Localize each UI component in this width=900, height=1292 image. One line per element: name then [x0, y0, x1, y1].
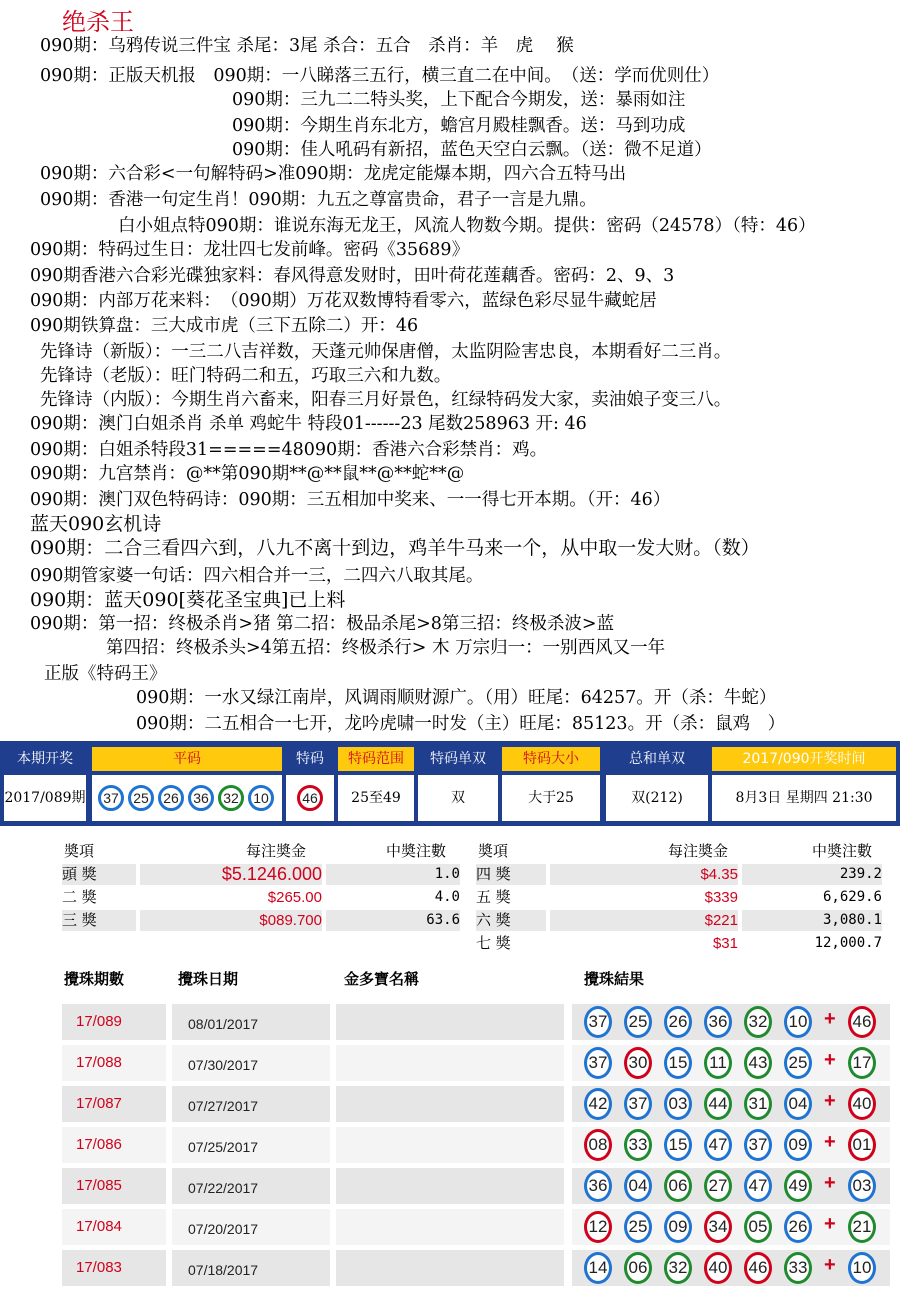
result-date: 07/22/2017	[188, 1180, 259, 1196]
result-period: 17/085	[76, 1177, 122, 1194]
number-ball: 32	[218, 785, 244, 811]
result-ball: 46	[744, 1252, 772, 1284]
result-special-ball: 21	[848, 1211, 876, 1243]
result-ball: 31	[744, 1088, 772, 1120]
result-ball: 44	[704, 1088, 732, 1120]
result-ball: 03	[664, 1088, 692, 1120]
tip-line: 090期：二合三看四六到，八九不离十到边，鸡羊牛马来一个，从中取一发大财。（数）	[30, 537, 760, 559]
result-ball: 09	[784, 1129, 812, 1161]
result-special-ball: 40	[848, 1088, 876, 1120]
hdr-odd-even: 特码单双	[430, 751, 486, 767]
result-ball: 25	[624, 1211, 652, 1243]
prize-count: 63.6	[326, 910, 460, 931]
result-date: 07/18/2017	[188, 1262, 259, 1278]
hdr-regular: 平码	[92, 747, 282, 771]
plus-sign: +	[824, 1090, 836, 1112]
result-row	[62, 1209, 890, 1245]
result-ball: 11	[704, 1047, 732, 1079]
result-special-ball: 17	[848, 1047, 876, 1079]
prize-hdr-item-left: 奬項	[64, 842, 95, 860]
tip-line: 090期：白姐杀特段31=====48090期：香港六合彩禁肖：鸡。	[30, 440, 548, 460]
tip-line: 090期：香港一句定生肖！090期：九五之尊富贵命，君子一言是九鼎。	[40, 190, 597, 210]
result-ball: 15	[664, 1129, 692, 1161]
plus-sign: +	[824, 1131, 836, 1153]
prize-name: 六 獎	[476, 910, 546, 931]
prize-amount: $339	[704, 889, 738, 906]
row-cell-bg	[336, 1168, 564, 1204]
result-row	[62, 1127, 890, 1163]
draw-range: 25至49	[338, 775, 414, 821]
result-ball: 25	[784, 1047, 812, 1079]
tip-line: 090期：蓝天090[葵花圣宝典]已上料	[30, 589, 346, 611]
tip-line: 090期香港六合彩光碟独家料：春风得意发财时，田叶荷花莲藕香。密码：2、9、3	[30, 266, 675, 286]
tip-line: 090期：第一招：终极杀肖>猪 第二招：极品杀尾>8第三招：终极杀波>蓝	[30, 614, 615, 634]
result-period: 17/086	[76, 1136, 122, 1153]
tip-line: 090期：六合彩<一句解特码>准090期：龙虎定能爆本期，四六合五特马出	[40, 164, 627, 184]
result-ball: 30	[624, 1047, 652, 1079]
tip-line: 090期：今期生肖东北方，蟾宫月殿桂飘香。送：马到功成	[232, 116, 686, 136]
row-cell-bg	[336, 1086, 564, 1122]
tip-line: 090期：特码过生日：龙壮四七发前峰。密码《35689》	[30, 240, 470, 260]
result-date: 07/27/2017	[188, 1098, 259, 1114]
draw-size: 大于25	[502, 775, 600, 821]
draw-next-time: 8月3日 星期四 21:30	[712, 775, 896, 821]
result-ball: 09	[664, 1211, 692, 1243]
result-ball: 37	[744, 1129, 772, 1161]
prize-count: 12,000.7	[814, 935, 882, 951]
tip-line: 第四招：终极杀头>4第五招：终极杀行> 木 万宗归一：一别西风又一年	[106, 638, 666, 658]
result-row	[62, 1004, 890, 1040]
tip-line: 090期：内部万花来料： （090期）万花双数博特看零六，蓝绿色彩尽显牛藏蛇居	[30, 291, 657, 311]
tip-line: 090期：正版天机报 090期：一八睇落三五行，横三直二在中间。 （送：学而优则仕）	[40, 66, 720, 86]
results-hdr-period: 攪珠期數	[64, 970, 125, 988]
tip-line: 先锋诗（老版）：旺门特码二和五，巧取三六和九数。	[40, 366, 452, 386]
result-ball: 08	[584, 1129, 612, 1161]
hdr-current: 本期开奖	[17, 751, 73, 767]
result-row	[62, 1250, 890, 1286]
prize-amount: $4.35	[550, 864, 738, 885]
prize-hdr-count-right: 中奬注數	[812, 842, 873, 860]
tip-line: 先锋诗（内版）：今期生肖六畜来，阳春三月好景色，红绿特码发大家，卖油娘子变三八。	[40, 390, 732, 410]
tip-line: 090期：佳人吼码有新招，蓝色天空白云飘。（送：微不足道）	[232, 140, 712, 160]
result-ball: 32	[744, 1006, 772, 1038]
tip-line: 先锋诗（新版）：一三二八吉祥数，天蓬元帅保唐僧，太监阴险害忠良，本期看好二三肖。	[40, 342, 732, 362]
number-ball: 37	[98, 785, 124, 811]
result-ball: 34	[704, 1211, 732, 1243]
prize-name: 三 獎	[62, 910, 136, 931]
prize-name: 四 獎	[476, 864, 546, 885]
result-ball: 36	[704, 1006, 732, 1038]
prize-count: 6,629.6	[822, 889, 882, 905]
tip-line: 090期：九宫禁肖：@**第090期**@**鼠**@**蛇**@	[30, 464, 465, 484]
tip-line: 090期：澳门双色特码诗：090期：三五相加中奖来、一一得七开本期。（开：46）	[30, 490, 671, 510]
result-ball: 25	[624, 1006, 652, 1038]
result-period: 17/083	[76, 1259, 122, 1276]
plus-sign: +	[824, 1254, 836, 1276]
result-ball: 43	[744, 1047, 772, 1079]
prize-name: 二 獎	[62, 888, 97, 906]
result-special-ball: 03	[848, 1170, 876, 1202]
tip-line: 090期：澳门白姐杀肖 杀单 鸡蛇牛 特段01------23 尾数258963 开: 46	[30, 414, 587, 434]
draw-period: 2017/089期	[4, 775, 86, 821]
prize-hdr-item-right: 奬項	[478, 842, 509, 860]
result-ball: 06	[664, 1170, 692, 1202]
result-ball: 27	[704, 1170, 732, 1202]
result-ball: 06	[624, 1252, 652, 1284]
result-ball: 05	[744, 1211, 772, 1243]
tip-line: 090期管家婆一句话：四六相合并一三，二四六八取其尾。	[30, 566, 484, 586]
result-date: 07/30/2017	[188, 1057, 259, 1073]
plus-sign: +	[824, 1213, 836, 1235]
result-ball: 33	[784, 1252, 812, 1284]
result-ball: 49	[784, 1170, 812, 1202]
special-ball-cell	[286, 775, 334, 821]
row-cell-bg	[336, 1250, 564, 1286]
results-hdr-winner: 金多寶名稱	[344, 970, 420, 988]
prize-name: 七 獎	[476, 934, 511, 952]
hdr-size: 特码大小	[502, 747, 600, 771]
number-ball: 26	[158, 785, 184, 811]
result-ball: 14	[584, 1252, 612, 1284]
draw-table	[0, 741, 900, 826]
special-number-ball: 46	[297, 785, 323, 811]
regular-balls	[92, 775, 282, 821]
result-period: 17/084	[76, 1218, 122, 1235]
row-cell-bg	[336, 1004, 564, 1040]
result-period: 17/089	[76, 1013, 122, 1030]
row-cell-bg	[336, 1045, 564, 1081]
hdr-sum-odd-even: 总和单双	[629, 751, 685, 767]
prize-amount: $265.00	[267, 889, 322, 906]
result-ball: 42	[584, 1088, 612, 1120]
result-ball: 33	[624, 1129, 652, 1161]
plus-sign: +	[824, 1049, 836, 1071]
result-ball: 04	[624, 1170, 652, 1202]
draw-sum-odd-even: 双(212)	[606, 775, 708, 821]
page-title: 绝杀王	[62, 8, 134, 36]
result-period: 17/087	[76, 1095, 122, 1112]
result-ball: 26	[664, 1006, 692, 1038]
result-ball: 12	[584, 1211, 612, 1243]
prize-amount: $089.700	[140, 910, 322, 931]
result-ball: 36	[584, 1170, 612, 1202]
tip-line: 090期：二五相合一七开，龙吟虎啸一时发（主）旺尾：85123。开（杀：鼠鸡 ）	[136, 714, 786, 734]
prize-amount: $5.1246.000	[140, 864, 322, 885]
result-date: 08/01/2017	[188, 1016, 259, 1032]
tip-line: 090期：三九二二特头奖，上下配合今期发，送：暴雨如注	[232, 90, 686, 110]
tip-line: 蓝天090玄机诗	[30, 513, 162, 535]
prize-count: 1.0	[326, 864, 460, 885]
result-ball: 26	[784, 1211, 812, 1243]
hdr-next-time: 2017/090开奖时间	[712, 747, 896, 771]
number-ball: 25	[128, 785, 154, 811]
prize-name: 五 獎	[476, 888, 511, 906]
prize-hdr-count-left: 中奬注數	[386, 842, 447, 860]
tip-line: 正版《特码王》	[44, 664, 167, 684]
tip-line: 090期：乌鸦传说三件宝 杀尾：3尾 杀合：五合 杀肖：羊 虎 猴	[40, 36, 574, 56]
result-ball: 37	[624, 1088, 652, 1120]
prize-hdr-amount-left: 每注奬金	[246, 842, 307, 860]
prize-count: 239.2	[742, 864, 882, 885]
result-ball: 10	[784, 1006, 812, 1038]
result-ball: 47	[744, 1170, 772, 1202]
result-row	[62, 1168, 890, 1204]
result-ball: 04	[784, 1088, 812, 1120]
prize-hdr-amount-right: 每注奬金	[668, 842, 729, 860]
results-hdr-result: 攪珠結果	[584, 970, 645, 988]
draw-odd-even: 双	[418, 775, 498, 821]
result-special-ball: 01	[848, 1129, 876, 1161]
tip-line: 白小姐点特090期：谁说东海无龙王，风流人物数今期。提供：密码（24578）（特：46）	[118, 216, 816, 236]
hdr-special: 特码	[296, 751, 324, 767]
result-special-ball: 10	[848, 1252, 876, 1284]
results-hdr-date: 攪珠日期	[178, 970, 239, 988]
result-special-ball: 46	[848, 1006, 876, 1038]
prize-count: 4.0	[434, 889, 460, 905]
result-ball: 40	[704, 1252, 732, 1284]
result-ball: 37	[584, 1006, 612, 1038]
result-period: 17/088	[76, 1054, 122, 1071]
tip-line: 090期：一水又绿江南岸，风调雨顺财源广。（用）旺尾：64257。开（杀：牛蛇）	[136, 688, 777, 708]
result-date: 07/20/2017	[188, 1221, 259, 1237]
result-date: 07/25/2017	[188, 1139, 259, 1155]
prize-name: 頭 獎	[62, 864, 136, 885]
prize-amount: $221	[550, 910, 738, 931]
row-cell-bg	[336, 1209, 564, 1245]
result-ball: 32	[664, 1252, 692, 1284]
plus-sign: +	[824, 1008, 836, 1030]
result-ball: 47	[704, 1129, 732, 1161]
number-ball: 36	[188, 785, 214, 811]
prize-count: 3,080.1	[742, 910, 882, 931]
result-row	[62, 1045, 890, 1081]
hdr-range: 特码范围	[338, 747, 414, 771]
plus-sign: +	[824, 1172, 836, 1194]
tip-line: 090期铁算盘：三大成市虎（三下五除二）开：46	[30, 316, 419, 336]
result-ball: 15	[664, 1047, 692, 1079]
result-row	[62, 1086, 890, 1122]
row-cell-bg	[336, 1127, 564, 1163]
number-ball: 10	[248, 785, 274, 811]
prize-amount: $31	[712, 935, 738, 952]
result-ball: 37	[584, 1047, 612, 1079]
